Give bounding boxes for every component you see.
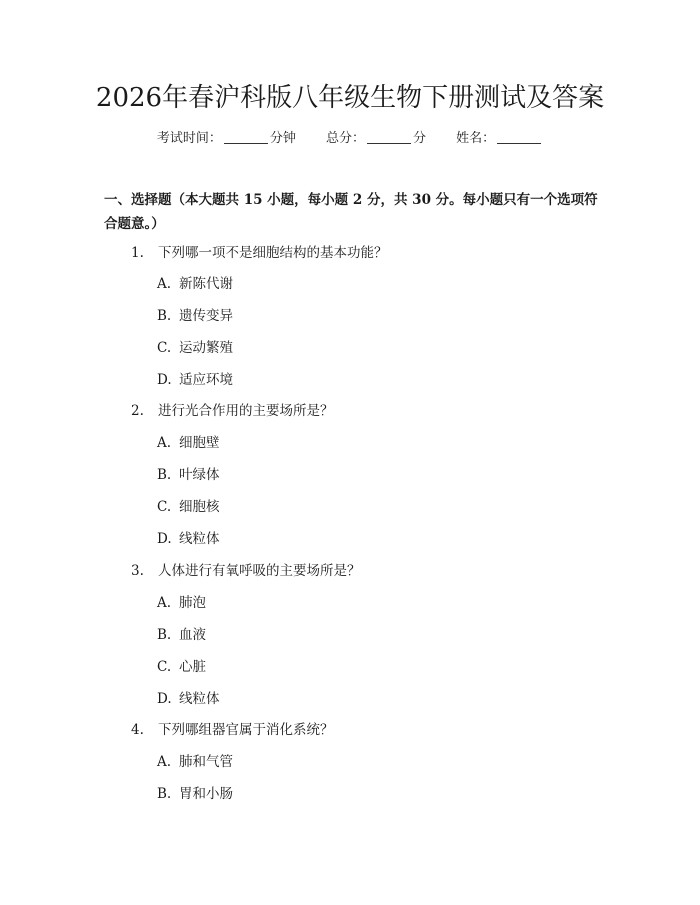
option-letter: A. [157,754,172,770]
option-text: 细胞核 [179,499,220,515]
option-letter: D. [157,372,172,388]
option-letter: C. [157,659,172,675]
option-3d [157,689,220,709]
time-label: 考试时间： [156,131,222,146]
name-field [456,129,543,149]
option-letter: B. [157,786,172,802]
time-field [157,129,296,149]
option-letter: C. [157,499,172,515]
option-letter: B. [157,308,172,324]
question-number: 2. [131,403,144,419]
question-4 [131,720,334,740]
option-text: 叶绿体 [179,467,220,483]
exam-meta-line [0,129,700,149]
option-letter: C. [157,340,172,356]
time-unit: 分钟 [269,131,296,146]
score-field [326,129,426,149]
page-title: 2026年春沪科版八年级生物下册测试及答案 [95,83,605,113]
option-letter: A. [157,435,172,451]
name-blank [497,129,541,144]
option-4b [157,784,233,804]
option-letter: D. [157,531,172,547]
option-2c [157,497,220,517]
score-label: 总分： [325,131,365,146]
question-text: 人体进行有氧呼吸的主要场所是？ [158,563,361,579]
option-text: 血液 [179,627,206,643]
section-heading: 一、选择题（本大题共 15 小题，每小题 2 分，共 30 分。每小题只有一个选项符合题意。） [104,192,598,232]
question-number: 4. [131,722,144,738]
option-3c [157,657,206,677]
option-letter: A. [157,276,172,292]
question-1 [131,243,388,263]
option-letter: A. [157,595,172,611]
option-1d [157,370,233,390]
option-letter: B. [157,627,172,643]
option-4a [157,752,233,772]
option-text: 胃和小肠 [179,786,233,802]
option-2b [157,465,220,485]
option-text: 适应环境 [179,372,233,388]
question-text: 进行光合作用的主要场所是？ [158,403,334,419]
option-text: 线粒体 [179,531,220,547]
option-text: 遗传变异 [179,308,233,324]
option-text: 运动繁殖 [179,340,233,356]
name-label: 姓名： [456,131,496,146]
option-text: 肺泡 [179,595,206,611]
option-text: 新陈代谢 [179,276,233,292]
option-text: 细胞壁 [179,435,220,451]
option-text: 肺和气管 [179,754,233,770]
option-1b [157,306,233,326]
option-3b [157,625,206,645]
option-letter: D. [157,691,172,707]
question-number: 1. [131,245,144,261]
option-1a [157,274,233,294]
option-2a [157,433,220,453]
option-1c [157,338,233,358]
option-2d [157,529,220,549]
time-blank [224,129,268,144]
option-text: 线粒体 [179,691,220,707]
option-letter: B. [157,467,172,483]
question-text: 下列哪一项不是细胞结构的基本功能？ [158,245,388,261]
score-blank [367,129,411,144]
option-text: 心脏 [179,659,206,675]
score-unit: 分 [413,131,427,146]
question-3 [131,561,361,581]
question-number: 3. [131,563,144,579]
question-text: 下列哪组器官属于消化系统？ [158,722,334,738]
question-2 [131,401,334,421]
option-3a [157,593,206,613]
